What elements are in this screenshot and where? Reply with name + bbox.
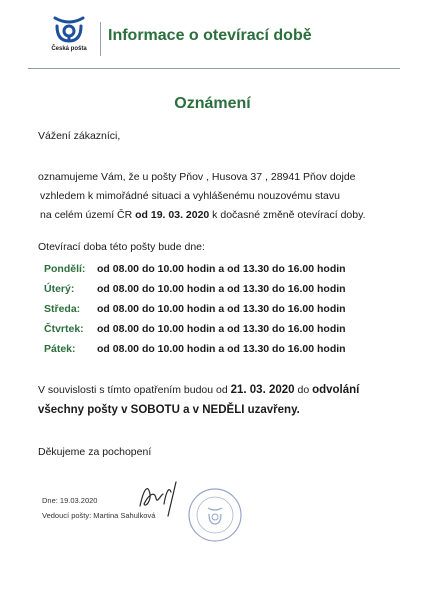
handwritten-signature	[136, 478, 188, 518]
intro-line: oznamujeme Vám, že u pošty Pňov , Husova 37 , 28941 Pňov dojde	[38, 171, 356, 183]
closing-line	[38, 380, 359, 400]
document-header	[0, 0, 425, 72]
intro-paragraph	[38, 168, 366, 225]
weekend-closure: všechny pošty v SOBOTU a v NEDĚLI uzavřeny.	[38, 404, 300, 416]
day-label: Čtvrtek:	[44, 323, 84, 335]
day-label: Středa:	[44, 303, 81, 315]
manager-name: Vedoucí pošty: Martina Sahulková	[42, 511, 156, 520]
intro-line: vzhledem k mimořádné situaci a vyhlášenému nouzovému stavu	[40, 190, 340, 202]
header-title: Informace o otevírací době	[108, 27, 312, 44]
closing-text: do	[294, 384, 313, 396]
intro-text: k dočasné změně otevírací doby.	[209, 209, 366, 221]
hours-title: Otevírací doba této pošty bude dne:	[38, 241, 205, 253]
closing-text: V souvislosti s tímto opatřením budou od	[38, 384, 231, 396]
day-label: Pátek:	[44, 343, 76, 355]
time-range: od 08.00 do 10.00 hodin a od 13.30 do 16.00 hodin	[97, 263, 346, 275]
effective-date: od 19. 03. 2020	[135, 209, 210, 221]
closing-until: odvolání	[312, 384, 360, 396]
ceska-posta-logo	[44, 14, 94, 58]
greeting: Vážení zákazníci,	[38, 130, 121, 142]
intro-line	[38, 206, 366, 225]
time-range: od 08.00 do 10.00 hodin a od 13.30 do 16.00 hodin	[97, 303, 346, 315]
time-range: od 08.00 do 10.00 hodin a od 13.30 do 16.00 hodin	[97, 283, 346, 295]
post-horn-icon	[51, 14, 87, 44]
closing-line	[38, 400, 359, 420]
time-range: od 08.00 do 10.00 hodin a od 13.30 do 16.00 hodin	[97, 343, 346, 355]
closure-date: 21. 03. 2020	[230, 384, 295, 396]
closing-paragraph	[38, 380, 359, 420]
day-label: Úterý:	[44, 283, 75, 295]
document-date: Dne: 19.03.2020	[42, 496, 98, 505]
header-divider	[100, 22, 101, 56]
time-range: od 08.00 do 10.00 hodin a od 13.30 do 16.00 hodin	[97, 323, 346, 335]
notice-heading: Oznámení	[174, 95, 251, 112]
intro-text: na celém území ČR	[40, 209, 136, 221]
header-underline	[28, 68, 400, 69]
thanks-text: Děkujeme za pochopení	[38, 446, 152, 458]
post-office-stamp	[186, 486, 244, 544]
logo-text: Česká pošta	[51, 46, 87, 52]
day-label: Pondělí:	[44, 263, 86, 275]
